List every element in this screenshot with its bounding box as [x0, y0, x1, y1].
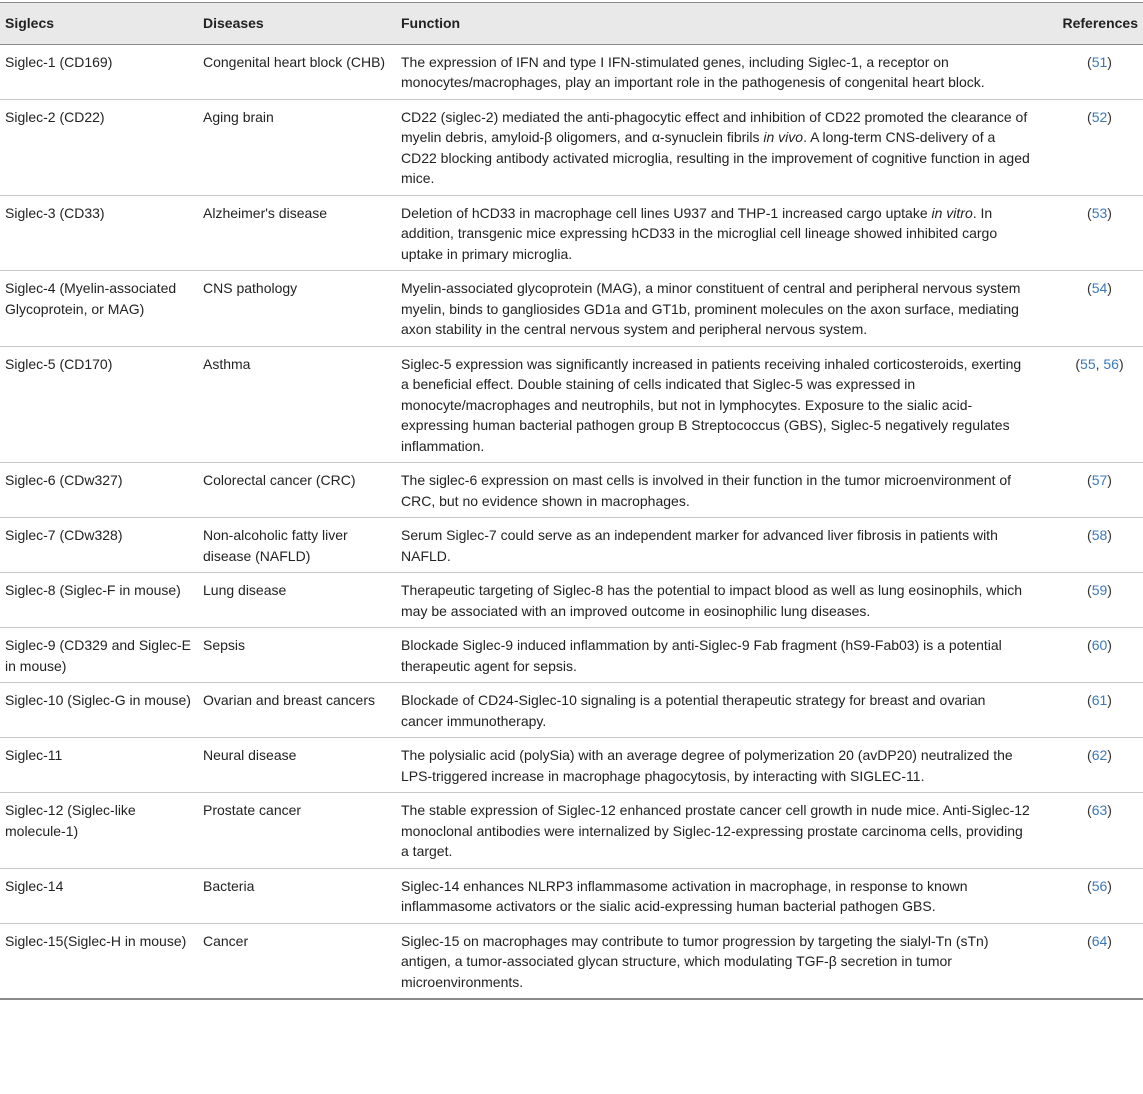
table-row	[0, 518, 1143, 573]
reference-link[interactable]: 57	[1091, 472, 1108, 488]
disease-cell: Congenital heart block (CHB)	[203, 53, 386, 70]
table-row	[0, 44, 1143, 99]
reference-link[interactable]: 60	[1091, 637, 1108, 653]
table-row	[0, 573, 1143, 628]
siglec-disease-table	[0, 2, 1143, 1000]
siglec-cell: Siglec-5 (CD170)	[5, 355, 113, 372]
table-row	[0, 683, 1143, 738]
reference-cell: (61)	[1087, 692, 1112, 708]
function-cell: Blockade of CD24-Siglec-10 signaling is a potential therapeutic strategy for breast and ovarian cancer immunotherapy.	[401, 692, 986, 729]
function-cell: Therapeutic targeting of Siglec-8 has the potential to impact blood as well as lung eosinophils, which may be associated with an improved outcome in eosinophilic lung diseases.	[401, 582, 1023, 619]
reference-cell: (64)	[1087, 932, 1112, 949]
function-italic-term: in vivo	[763, 129, 804, 145]
siglec-cell: Siglec-4 (Myelin-associated Glycoprotein, or MAG)	[5, 280, 177, 317]
disease-cell: CNS pathology	[203, 280, 298, 296]
header-diseases: Diseases	[203, 15, 264, 31]
reference-cell: (63)	[1087, 802, 1112, 818]
disease-cell: Sepsis	[203, 637, 246, 653]
siglec-cell: Siglec-10 (Siglec-G in mouse)	[5, 692, 191, 708]
reference-link[interactable]: 55	[1080, 355, 1096, 372]
function-text-part: . In addition, transgenic mice expressing hCD33 in the microglial cell lineage showed inhibited cargo uptake in primary microglia.	[401, 204, 998, 262]
function-cell	[396, 195, 1036, 271]
siglec-cell: Siglec-8 (Siglec-F in mouse)	[5, 582, 181, 598]
reference-cell: (52)	[1087, 108, 1112, 125]
reference-link[interactable]: 56	[1103, 355, 1119, 372]
siglec-cell: Siglec-11	[5, 747, 63, 763]
reference-link[interactable]: 59	[1091, 582, 1108, 598]
function-cell: Blockade Siglec-9 induced inflammation by anti-Siglec-9 Fab fragment (hS9-Fab03) is a potential therapeutic agent for sepsis.	[401, 637, 1002, 674]
table-row	[0, 271, 1143, 347]
table-row	[0, 923, 1143, 999]
disease-cell: Ovarian and breast cancers	[203, 692, 375, 708]
reference-cell: (62)	[1087, 747, 1112, 763]
reference-link[interactable]: 54	[1091, 280, 1108, 296]
header-function: Function	[401, 15, 461, 31]
table-body	[0, 44, 1143, 999]
reference-link[interactable]: 56	[1091, 877, 1108, 894]
function-cell: Myelin-associated glycoprotein (MAG), a minor constituent of central and peripheral nervous system myelin, binds to gangliosides GD1a and GT1b, prominent molecules on the axon surface, mediating axon stability in the central nervous system and peripheral nervous system.	[401, 280, 1021, 337]
disease-cell: Cancer	[203, 932, 249, 949]
function-cell: The polysialic acid (polySia) with an average degree of polymerization 20 (avDP20) neutralized the LPS-triggered increase in macrophage phagocytosis, by interacting with SIGLEC-11.	[401, 747, 1013, 784]
table-row	[0, 868, 1143, 923]
function-cell: Serum Siglec-7 could serve as an independent marker for advanced liver fibrosis in patients with NAFLD.	[401, 527, 998, 564]
siglec-cell: Siglec-7 (CDw328)	[5, 527, 123, 543]
reference-cell: (55, 56)	[1075, 355, 1124, 372]
siglec-cell: Siglec-6 (CDw327)	[5, 472, 123, 488]
reference-cell: (56)	[1087, 877, 1112, 894]
function-cell	[396, 99, 1036, 195]
function-cell: The stable expression of Siglec-12 enhanced prostate cancer cell growth in nude mice. Anti-Siglec-12 monoclonal antibodies were internalized by Siglec-12-expressing prostate carcinoma cells, providing a target.	[401, 802, 1030, 859]
table-row	[0, 793, 1143, 869]
table-row	[0, 195, 1143, 271]
function-cell: Siglec-15 on macrophages may contribute to tumor progression by targeting the sialyl-Tn (sTn) antigen, a tumor-associated glycan structure, which modulating TGF-β secretion in tumor microenvironments.	[401, 932, 989, 990]
reference-cell: (51)	[1087, 53, 1112, 70]
table-row	[0, 99, 1143, 195]
disease-cell: Neural disease	[203, 747, 297, 763]
siglec-cell: Siglec-15(Siglec-H in mouse)	[5, 932, 187, 949]
table-row	[0, 463, 1143, 518]
table-row	[0, 738, 1143, 793]
function-cell: Siglec-5 expression was significantly increased in patients receiving inhaled corticosteroids, exerting a beneficial effect. Double staining of cells indicated that Siglec-5 was expressed in monocyte/macrophages and neutrophils, but not in lymphocytes. Exposure to the sialic acid-expressing human bacterial pathogen group B Streptococcus (GBS), Siglec-5 negatively regulates inflammation.	[401, 355, 1022, 454]
reference-link[interactable]: 51	[1091, 53, 1108, 70]
table-row	[0, 346, 1143, 463]
siglec-cell: Siglec-12 (Siglec-like molecule-1)	[5, 802, 136, 839]
disease-cell: Aging brain	[203, 108, 274, 125]
reference-link[interactable]: 58	[1091, 527, 1108, 543]
function-text-part: . A long-term CNS-delivery of a CD22 blocking antibody activated microglia, resulting in the improvement of cognitive function in aged mice.	[401, 129, 1030, 186]
siglec-cell: Siglec-9 (CD329 and Siglec-E in mouse)	[5, 637, 191, 674]
reference-cell: (53)	[1087, 204, 1112, 221]
function-cell: The siglec-6 expression on mast cells is involved in their function in the tumor microenvironment of CRC, but no evidence shown in macrophages.	[401, 472, 1012, 509]
table-row	[0, 628, 1143, 683]
disease-cell: Asthma	[203, 355, 251, 372]
reference-link[interactable]: 64	[1091, 932, 1108, 949]
header-siglecs: Siglecs	[5, 15, 55, 31]
reference-link[interactable]: 61	[1091, 692, 1108, 708]
header-references: References	[1062, 15, 1138, 31]
table-header-row	[0, 3, 1143, 45]
reference-link[interactable]: 52	[1091, 108, 1108, 125]
siglec-cell: Siglec-14	[5, 877, 64, 894]
siglec-cell: Siglec-1 (CD169)	[5, 53, 113, 70]
disease-cell: Prostate cancer	[203, 802, 302, 818]
function-cell: Siglec-14 enhances NLRP3 inflammasome activation in macrophage, in response to known inflammasome activators or the sialic acid-expressing human bacterial pathogen GBS.	[401, 877, 968, 914]
reference-cell: (59)	[1087, 582, 1112, 598]
reference-cell: (57)	[1087, 472, 1112, 488]
disease-cell: Bacteria	[203, 877, 255, 894]
reference-cell: (58)	[1087, 527, 1112, 543]
disease-cell: Alzheimer's disease	[203, 204, 328, 221]
reference-link[interactable]: 62	[1091, 747, 1108, 763]
siglec-cell: Siglec-2 (CD22)	[5, 108, 105, 125]
function-cell: The expression of IFN and type I IFN-stimulated genes, including Siglec-1, a receptor on monocytes/macrophages, play an important role in the pathogenesis of congenital heart block.	[401, 53, 985, 90]
reference-cell: (60)	[1087, 637, 1112, 653]
disease-cell: Non-alcoholic fatty liver disease (NAFLD)	[203, 527, 348, 564]
reference-cell: (54)	[1087, 280, 1112, 296]
function-italic-term: in vitro	[931, 204, 973, 221]
function-text-part: Deletion of hCD33 in macrophage cell lines U937 and THP-1 increased cargo uptake	[401, 204, 932, 221]
function-text-part: CD22 (siglec-2) mediated the anti-phagocytic effect and inhibition of CD22 promoted the clearance of myelin debris, amyloid-β oligomers, and α-synuclein fibrils	[401, 108, 1028, 145]
reference-link[interactable]: 63	[1091, 802, 1108, 818]
siglec-cell: Siglec-3 (CD33)	[5, 204, 105, 221]
disease-cell: Lung disease	[203, 582, 287, 598]
reference-link[interactable]: 53	[1091, 204, 1108, 221]
disease-cell: Colorectal cancer (CRC)	[203, 472, 356, 488]
